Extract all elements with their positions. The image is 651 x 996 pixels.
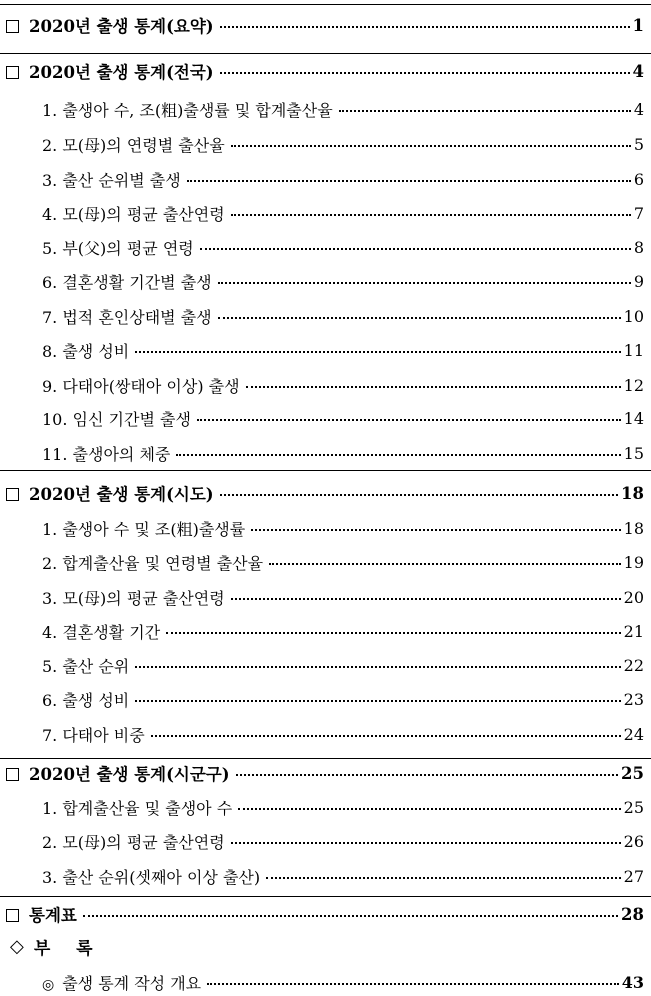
- divider-summary: [0, 53, 651, 54]
- dot-leader: [200, 248, 631, 250]
- toc-page-number: 6: [633, 169, 644, 189]
- toc-section-row[interactable]: [0, 901, 651, 927]
- toc-page-number: 23: [623, 689, 644, 709]
- toc-item-row[interactable]: [0, 686, 651, 712]
- toc-item-label: 1. 출생아 수, 조(粗)출생률 및 합계출산율: [42, 100, 333, 120]
- toc-item-row[interactable]: [0, 549, 651, 575]
- toc-page-number: 9: [633, 271, 644, 291]
- checkbox-square-icon: [6, 66, 19, 79]
- toc-page-number: 25: [623, 797, 644, 817]
- dot-leader: [83, 915, 618, 917]
- toc-item-row[interactable]: [0, 652, 651, 678]
- toc-item-label: 5. 출산 순위: [42, 656, 130, 676]
- toc-item-row[interactable]: [0, 515, 651, 541]
- toc-item-label: 10. 임신 기간별 출생: [42, 409, 191, 429]
- toc-item-label: 7. 법적 혼인상태별 출생: [42, 307, 212, 327]
- dot-leader: [220, 72, 630, 74]
- toc-section-label: 통계표: [29, 906, 77, 925]
- checkbox-square-icon: [6, 909, 19, 922]
- toc-page-number: 21: [623, 621, 644, 641]
- toc-page-number: 19: [623, 552, 644, 572]
- divider-sigungu: [0, 896, 651, 897]
- toc-section-row[interactable]: [0, 12, 651, 38]
- toc-item-label: 7. 다태아 비중: [42, 725, 145, 745]
- dot-leader: [135, 666, 620, 668]
- toc-item-row[interactable]: [0, 863, 651, 889]
- toc-section-row[interactable]: [0, 58, 651, 84]
- toc-item-row[interactable]: [0, 405, 651, 431]
- toc-section-label: 2020년 출생 통계(전국): [29, 63, 214, 82]
- appendix-item-label: 출생 통계 작성 개요: [62, 973, 202, 993]
- toc-item-label: 9. 다태아(쌍태아 이상) 출생: [42, 376, 240, 396]
- dot-leader: [266, 877, 621, 879]
- toc-item-label: 2. 모(母)의 연령별 출산율: [42, 135, 225, 155]
- dot-leader: [269, 563, 621, 565]
- toc-page-number: 12: [623, 375, 644, 395]
- toc-item-label: 11. 출생아의 체중: [42, 444, 171, 464]
- dot-leader: [238, 808, 620, 810]
- toc-page-number: 10: [623, 306, 644, 326]
- dot-leader: [231, 145, 631, 147]
- toc-item-row[interactable]: [0, 131, 651, 157]
- toc-page-number: 43: [621, 972, 644, 992]
- dot-leader: [197, 419, 621, 421]
- toc-item-label: 2. 모(母)의 평균 출산연령: [42, 832, 225, 852]
- toc-page-number: 22: [623, 655, 644, 675]
- dot-leader: [231, 214, 631, 216]
- toc-section-label: 2020년 출생 통계(요약): [29, 17, 214, 36]
- checkbox-square-icon: [6, 488, 19, 501]
- toc-page-number: 25: [621, 763, 644, 783]
- toc-page-number: 7: [633, 203, 644, 223]
- toc-page-number: 20: [623, 587, 644, 607]
- appendix-heading: [0, 933, 651, 959]
- toc-page-number: 18: [623, 518, 644, 538]
- appendix-label: 부 록: [33, 938, 103, 959]
- dot-leader: [231, 598, 621, 600]
- toc-item-row[interactable]: [0, 337, 651, 363]
- dot-leader: [231, 842, 621, 844]
- toc-section-row[interactable]: [0, 760, 651, 786]
- dot-leader: [236, 774, 618, 776]
- toc-item-label: 1. 출생아 수 및 조(粗)출생률: [42, 519, 246, 539]
- toc-page-number: 18: [621, 483, 644, 503]
- toc-item-row[interactable]: [0, 440, 651, 466]
- diamond-icon: ◇: [10, 935, 24, 957]
- dot-leader: [207, 983, 619, 985]
- toc-item-label: 4. 결혼생활 기간: [42, 622, 161, 642]
- toc-item-row[interactable]: [0, 721, 651, 747]
- toc-page-number: 24: [623, 724, 644, 744]
- toc-page-number: 28: [621, 904, 644, 924]
- toc-item-label: 1. 합계출산율 및 출생아 수: [42, 798, 233, 818]
- dot-leader: [218, 317, 621, 319]
- toc-item-row[interactable]: [0, 618, 651, 644]
- dot-leader: [187, 180, 631, 182]
- toc-item-label: 8. 출생 성비: [42, 341, 130, 361]
- toc-page-number: 26: [623, 831, 644, 851]
- appendix-item-row[interactable]: [0, 969, 651, 995]
- toc-page-number: 5: [633, 134, 644, 154]
- toc-section-label: 2020년 출생 통계(시군구): [29, 765, 230, 784]
- toc-item-row[interactable]: [0, 794, 651, 820]
- checkbox-square-icon: [6, 768, 19, 781]
- toc-page-number: 1: [632, 15, 644, 35]
- toc-item-row[interactable]: [0, 372, 651, 398]
- toc-item-label: 3. 모(母)의 평균 출산연령: [42, 588, 225, 608]
- dot-leader: [220, 494, 618, 496]
- dot-leader: [339, 110, 631, 112]
- dot-leader: [218, 282, 631, 284]
- toc-page-number: 4: [633, 99, 644, 119]
- toc-page-number: 14: [623, 408, 644, 428]
- toc-item-label: 6. 출생 성비: [42, 690, 130, 710]
- dot-leader: [166, 632, 620, 634]
- toc-item-row[interactable]: [0, 166, 651, 192]
- toc-page-number: 11: [623, 340, 644, 360]
- toc-item-label: 5. 부(父)의 평균 연령: [42, 238, 194, 258]
- toc-page-number: 4: [632, 61, 644, 81]
- dot-leader: [135, 351, 620, 353]
- toc-item-label: 6. 결혼생활 기간별 출생: [42, 272, 212, 292]
- toc-item-row[interactable]: [0, 268, 651, 294]
- toc-page-number: 27: [623, 866, 644, 886]
- toc-item-label: 3. 출산 순위(셋째아 이상 출산): [42, 867, 261, 887]
- dot-leader: [246, 386, 621, 388]
- toc-item-row[interactable]: [0, 96, 651, 122]
- double-circle-icon: ◎: [42, 976, 55, 993]
- toc-item-label: 3. 출산 순위별 출생: [42, 170, 181, 190]
- toc-section-row[interactable]: [0, 480, 651, 506]
- divider-national: [0, 470, 651, 471]
- toc-item-row[interactable]: [0, 303, 651, 329]
- toc-item-label: 4. 모(母)의 평균 출산연령: [42, 204, 225, 224]
- dot-leader: [251, 529, 620, 531]
- toc-item-row[interactable]: [0, 584, 651, 610]
- checkbox-square-icon: [6, 20, 19, 33]
- dot-leader: [220, 26, 630, 28]
- divider-top: [0, 4, 651, 5]
- divider-sido: [0, 758, 651, 759]
- toc-item-row[interactable]: [0, 200, 651, 226]
- toc-page-number: 8: [633, 237, 644, 257]
- dot-leader: [135, 700, 620, 702]
- toc-section-label: 2020년 출생 통계(시도): [29, 485, 214, 504]
- appendix-item-label-wrap: [0, 971, 201, 994]
- toc-page-number: 15: [623, 443, 644, 463]
- dot-leader: [151, 735, 621, 737]
- dot-leader: [176, 454, 620, 456]
- toc-item-row[interactable]: [0, 234, 651, 260]
- toc-item-label: 2. 합계출산율 및 연령별 출산율: [42, 553, 264, 573]
- toc-item-row[interactable]: [0, 828, 651, 854]
